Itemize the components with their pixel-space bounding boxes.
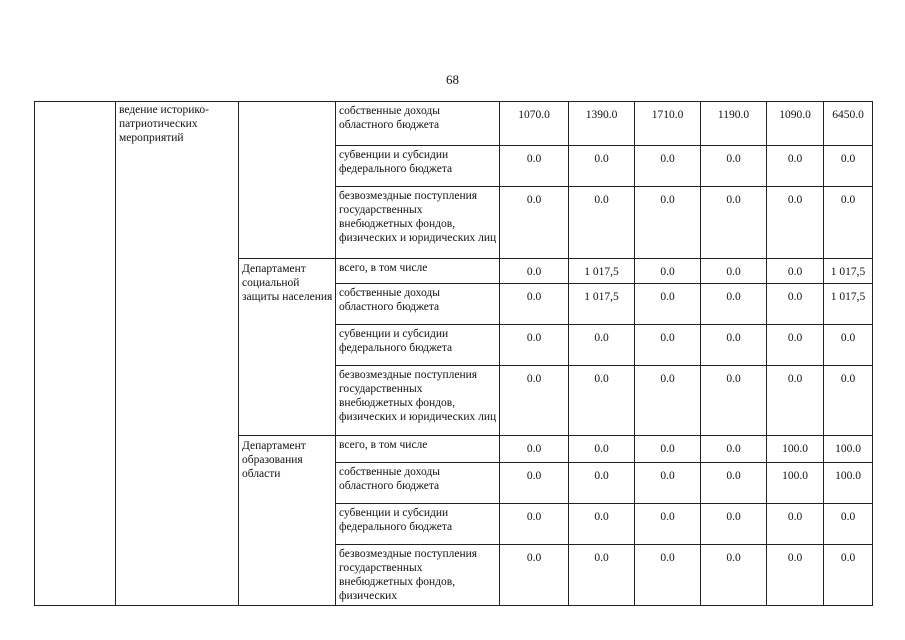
value-cell: 0.0 [767, 259, 824, 284]
value-cell: 0.0 [824, 545, 873, 606]
value-cell: 100.0 [824, 436, 873, 463]
value-cell: 0.0 [701, 504, 767, 545]
value-cell: 0.0 [569, 366, 635, 436]
value-cell: 0.0 [767, 366, 824, 436]
funding-source-cell: собственные доходы областного бюджета [336, 463, 500, 504]
funding-source-cell: безвозмездные поступления государственных внебюджетных фондов, физических и юридических лиц [336, 366, 500, 436]
activity-cell: ведение историко-патриотических мероприятий [116, 102, 239, 606]
value-cell: 0.0 [767, 187, 824, 259]
table-row [35, 102, 873, 146]
value-cell: 0.0 [569, 545, 635, 606]
funding-source-cell: всего, в том числе [336, 259, 500, 284]
budget-table-body [35, 102, 873, 606]
value-cell: 0.0 [767, 504, 824, 545]
page-number: 68 [446, 72, 459, 87]
value-cell: 0.0 [767, 284, 824, 325]
value-cell: 0.0 [635, 504, 701, 545]
value-cell: 0.0 [701, 284, 767, 325]
funding-source-cell: собственные доходы областного бюджета [336, 284, 500, 325]
funding-source-cell: безвозмездные поступления государственных внебюджетных фондов, физических и юридических лиц [336, 187, 500, 259]
value-cell: 0.0 [500, 545, 569, 606]
value-cell: 0.0 [701, 259, 767, 284]
value-cell: 100.0 [767, 463, 824, 504]
funding-source-cell: собственные доходы областного бюджета [336, 102, 500, 146]
value-cell: 0.0 [569, 463, 635, 504]
value-cell: 1070.0 [500, 102, 569, 146]
value-cell: 0.0 [824, 504, 873, 545]
value-cell: 0.0 [569, 504, 635, 545]
value-cell: 0.0 [500, 366, 569, 436]
value-cell: 0.0 [701, 325, 767, 366]
value-cell: 0.0 [767, 146, 824, 187]
budget-table [34, 101, 873, 606]
value-cell: 0.0 [500, 259, 569, 284]
funding-source-cell: субвенции и субсидии федерального бюджета [336, 325, 500, 366]
value-cell: 0.0 [701, 146, 767, 187]
value-cell: 1 017,5 [824, 284, 873, 325]
value-cell: 0.0 [500, 504, 569, 545]
value-cell: 6450.0 [824, 102, 873, 146]
value-cell: 0.0 [569, 146, 635, 187]
value-cell: 0.0 [635, 146, 701, 187]
value-cell: 0.0 [635, 366, 701, 436]
value-cell: 0.0 [500, 463, 569, 504]
funding-source-cell: субвенции и субсидии федерального бюджета [336, 504, 500, 545]
value-cell: 1710.0 [635, 102, 701, 146]
value-cell: 0.0 [635, 259, 701, 284]
value-cell: 1090.0 [767, 102, 824, 146]
executor-cell: Департамент образования области [239, 436, 336, 606]
value-cell: 100.0 [824, 463, 873, 504]
value-cell: 100.0 [767, 436, 824, 463]
value-cell: 1 017,5 [569, 284, 635, 325]
value-cell: 0.0 [701, 463, 767, 504]
value-cell: 0.0 [635, 325, 701, 366]
value-cell: 0.0 [500, 187, 569, 259]
value-cell: 0.0 [824, 325, 873, 366]
value-cell: 0.0 [701, 187, 767, 259]
value-cell: 0.0 [767, 545, 824, 606]
executor-cell: Департамент социальной защиты населения [239, 259, 336, 436]
value-cell: 0.0 [635, 187, 701, 259]
value-cell: 0.0 [701, 436, 767, 463]
value-cell: 1 017,5 [824, 259, 873, 284]
value-cell: 0.0 [635, 545, 701, 606]
value-cell: 1 017,5 [569, 259, 635, 284]
value-cell: 0.0 [824, 366, 873, 436]
funding-source-cell: безвозмездные поступления государственных внебюджетных фондов, физических [336, 545, 500, 606]
value-cell: 0.0 [569, 325, 635, 366]
value-cell: 0.0 [824, 187, 873, 259]
value-cell: 0.0 [500, 436, 569, 463]
value-cell: 0.0 [635, 284, 701, 325]
value-cell: 0.0 [635, 436, 701, 463]
funding-source-cell: субвенции и субсидии федерального бюджета [336, 146, 500, 187]
executor-cell-empty [239, 102, 336, 259]
value-cell: 0.0 [500, 325, 569, 366]
value-cell: 0.0 [569, 436, 635, 463]
value-cell: 1190.0 [701, 102, 767, 146]
value-cell: 0.0 [701, 545, 767, 606]
value-cell: 0.0 [500, 284, 569, 325]
value-cell: 0.0 [500, 146, 569, 187]
funding-source-cell: всего, в том числе [336, 436, 500, 463]
value-cell: 0.0 [824, 146, 873, 187]
value-cell: 0.0 [767, 325, 824, 366]
value-cell: 0.0 [701, 366, 767, 436]
number-column-cell [35, 102, 116, 606]
value-cell: 0.0 [569, 187, 635, 259]
value-cell: 1390.0 [569, 102, 635, 146]
value-cell: 0.0 [635, 463, 701, 504]
